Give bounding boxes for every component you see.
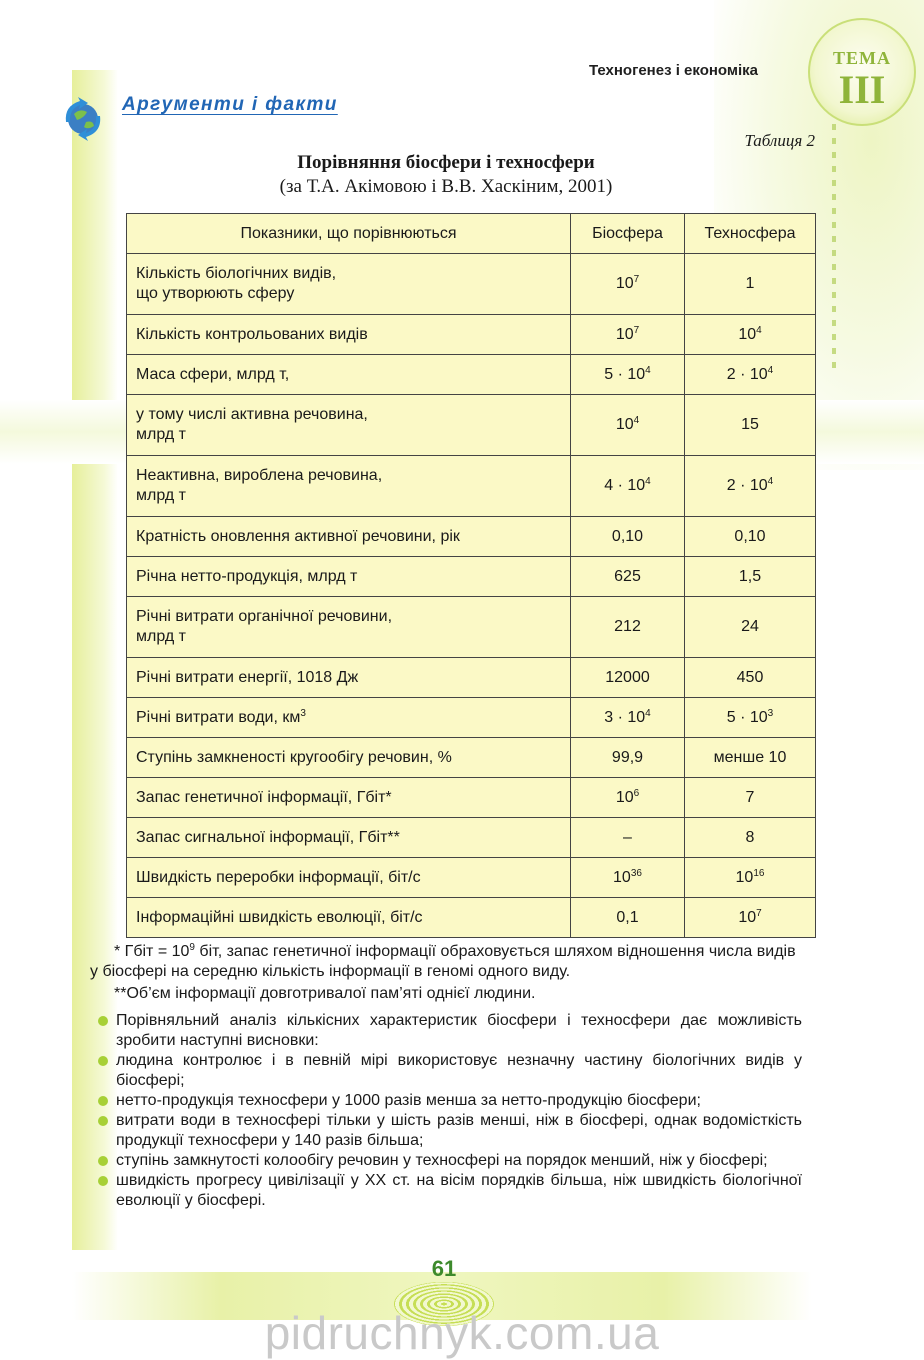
bio-value: 12000 xyxy=(605,668,650,686)
tech-exponent: 3 xyxy=(767,707,774,719)
list-item xyxy=(96,1111,802,1151)
list-item xyxy=(96,1151,802,1171)
bio-exponent: 7 xyxy=(633,274,640,285)
tema-label: ТЕМА xyxy=(833,48,891,68)
tech-value: менше 10 xyxy=(713,748,787,766)
tech-value: 8 xyxy=(745,828,755,846)
tech-value: 10 xyxy=(738,908,757,926)
list-item xyxy=(96,1011,802,1051)
table-number-label: Таблиця 2 xyxy=(744,131,815,150)
row-label: Інформаційні швидкість еволюції, біт/с xyxy=(136,908,423,926)
bio-exponent: 4 xyxy=(645,707,651,719)
bio-value: 99,9 xyxy=(611,748,644,766)
green-dot-icon xyxy=(98,1056,108,1066)
list-item-text: ступінь замкнутості колообігу речовин у техносфері на порядок менший, ніж у біосфері; xyxy=(116,1152,768,1169)
footnote-memory: **Об’єм інформації довготривалої пам’яті однієї людини. xyxy=(114,985,536,1002)
tech-value: 24 xyxy=(741,618,759,635)
bio-value: 625 xyxy=(614,567,641,585)
page-number: 61 xyxy=(431,1256,457,1281)
chapter-title: Техногенез і економіка xyxy=(588,62,758,79)
table-title: Порівняння біосфери і техносфери xyxy=(297,152,595,173)
footnote-exponent: 9 xyxy=(189,942,195,953)
section-heading: Аргументи і факти xyxy=(122,94,338,115)
row-label: Запас сигнальної інформації, Гбіт** xyxy=(136,828,400,846)
tech-exponent: 16 xyxy=(753,867,765,879)
header-biosphere: Біосфера xyxy=(571,214,685,254)
table-row xyxy=(127,818,816,858)
table-row xyxy=(127,858,816,898)
row-label: Річна нетто-продукція, млрд т xyxy=(136,567,358,585)
list-item xyxy=(96,1171,802,1211)
green-dot-icon xyxy=(98,1156,108,1166)
tech-value: 5 · 10 xyxy=(726,708,768,726)
tech-value: 2 · 10 xyxy=(726,477,768,494)
tech-value: 450 xyxy=(736,668,764,686)
conclusions-list xyxy=(96,1011,802,1211)
table-row xyxy=(127,355,816,395)
header-indicators: Показники, що порівнюються xyxy=(127,214,571,254)
bio-value: – xyxy=(623,828,632,846)
tech-value: 1 xyxy=(745,275,755,292)
tech-exponent: 4 xyxy=(767,476,774,487)
row-label: Річні витрати води, км xyxy=(136,708,301,726)
bio-exponent: 7 xyxy=(633,324,640,336)
list-item-text: людина контролює і в певній мірі використовує незначну частину біологічних видів у біосфері; xyxy=(116,1052,802,1089)
list-item-text: швидкість прогресу цивілізації у ХХ ст. на вісім порядків більша, ніж швидкість біологічної еволюції у біосфері. xyxy=(116,1172,802,1209)
bio-value: 10 xyxy=(613,868,631,886)
bio-value: 3 · 10 xyxy=(604,708,646,726)
tema-number: III xyxy=(838,67,886,112)
bio-exponent: 4 xyxy=(633,415,640,426)
table-row xyxy=(127,738,816,778)
green-dot-icon xyxy=(98,1116,108,1126)
table-row xyxy=(127,698,816,738)
table-row xyxy=(127,517,816,557)
table-row xyxy=(127,597,816,658)
tech-value: 7 xyxy=(745,788,755,806)
tech-exponent: 4 xyxy=(767,364,774,376)
row-label: Кратність оновлення активної речовини, рік xyxy=(136,527,460,545)
table-row xyxy=(127,658,816,698)
tech-exponent: 7 xyxy=(756,907,762,919)
table-row xyxy=(127,395,816,456)
tech-value: 1,5 xyxy=(738,567,762,585)
tech-value: 10 xyxy=(735,868,754,886)
bio-value: 10 xyxy=(615,416,634,433)
row-label: Кількість контрольованих видів xyxy=(136,325,368,343)
list-item xyxy=(96,1091,802,1111)
table-row xyxy=(127,557,816,597)
footnote-text-start: * Гбіт = 10 xyxy=(114,943,190,960)
bio-value: 10 xyxy=(615,325,634,343)
tech-value: 0,10 xyxy=(734,527,766,545)
header-technosphere: Техносфера xyxy=(685,214,816,254)
table-row xyxy=(127,315,816,355)
row-label: Річні витрати органічної речовини, млрд т xyxy=(136,608,393,645)
bio-value: 4 · 10 xyxy=(604,477,646,494)
bio-value: 10 xyxy=(615,275,634,292)
list-item-text: Порівняльний аналіз кількісних характеристик біосфери і техносфери дає можливість зробити наступні висновки: xyxy=(116,1012,802,1049)
watermark: pidruchnyk.com.ua xyxy=(264,1307,660,1359)
table-row xyxy=(127,898,816,938)
list-item-text: витрати води в техносфері тільки у шість разів менші, ніж в біосфері, однак водомісткість продукції техносфери у 140 разів більша; xyxy=(116,1112,802,1149)
row-label: Річні витрати енергії, 1018 Дж xyxy=(136,668,359,686)
green-dot-icon xyxy=(98,1016,108,1026)
tema-badge xyxy=(808,18,916,126)
bio-exponent: 4 xyxy=(645,476,651,487)
row-label: Ступінь замкненості кругообігу речовин, % xyxy=(136,748,452,766)
tech-exponent: 4 xyxy=(756,324,762,336)
green-dot-icon xyxy=(98,1096,108,1106)
tech-value: 2 · 10 xyxy=(726,365,768,383)
bio-exponent: 6 xyxy=(633,787,640,799)
row-label: Запас генетичної інформації, Гбіт* xyxy=(136,788,392,806)
footnote-gbit xyxy=(90,942,802,982)
bio-value: 212 xyxy=(614,618,641,635)
tech-value: 10 xyxy=(738,325,757,343)
list-item-text: нетто-продукція техносфери у 1000 разів менша за нетто-продукцію біосфери; xyxy=(116,1092,701,1109)
row-label: Неактивна, вироблена речовина, млрд т xyxy=(136,467,383,504)
table-subtitle: (за Т.А. Акімовою і В.В. Хаскіним, 2001) xyxy=(279,176,613,197)
row-label-exponent: 3 xyxy=(300,707,306,719)
table-header-row xyxy=(127,214,816,254)
recycle-globe-icon xyxy=(60,96,106,142)
vine-decor xyxy=(832,110,836,370)
bio-exponent: 4 xyxy=(645,364,651,376)
bio-value: 0,10 xyxy=(611,527,644,545)
bio-value: 5 · 10 xyxy=(604,365,646,383)
table-row xyxy=(127,778,816,818)
list-item xyxy=(96,1051,802,1091)
green-dot-icon xyxy=(98,1176,108,1186)
tech-value: 15 xyxy=(741,416,759,433)
row-label: Швидкість переробки інформації, біт/с xyxy=(136,868,421,886)
bio-value: 0,1 xyxy=(616,908,639,926)
bio-value: 10 xyxy=(615,788,634,806)
table-row xyxy=(127,456,816,517)
row-label: у тому числі активна речовина, млрд т xyxy=(136,406,368,443)
table-row xyxy=(127,254,816,315)
row-label: Маса сфери, млрд т, xyxy=(136,365,290,383)
bio-exponent: 36 xyxy=(630,867,642,879)
footnote-text-end: біт, запас генетичної інформації обраховується шляхом відношення числа видів у біосфері на середню кількість інформації в геномі одного виду. xyxy=(90,943,796,980)
comparison-table xyxy=(126,213,816,938)
row-label: Кількість біологічних видів, що утворюють сферу xyxy=(136,265,337,302)
